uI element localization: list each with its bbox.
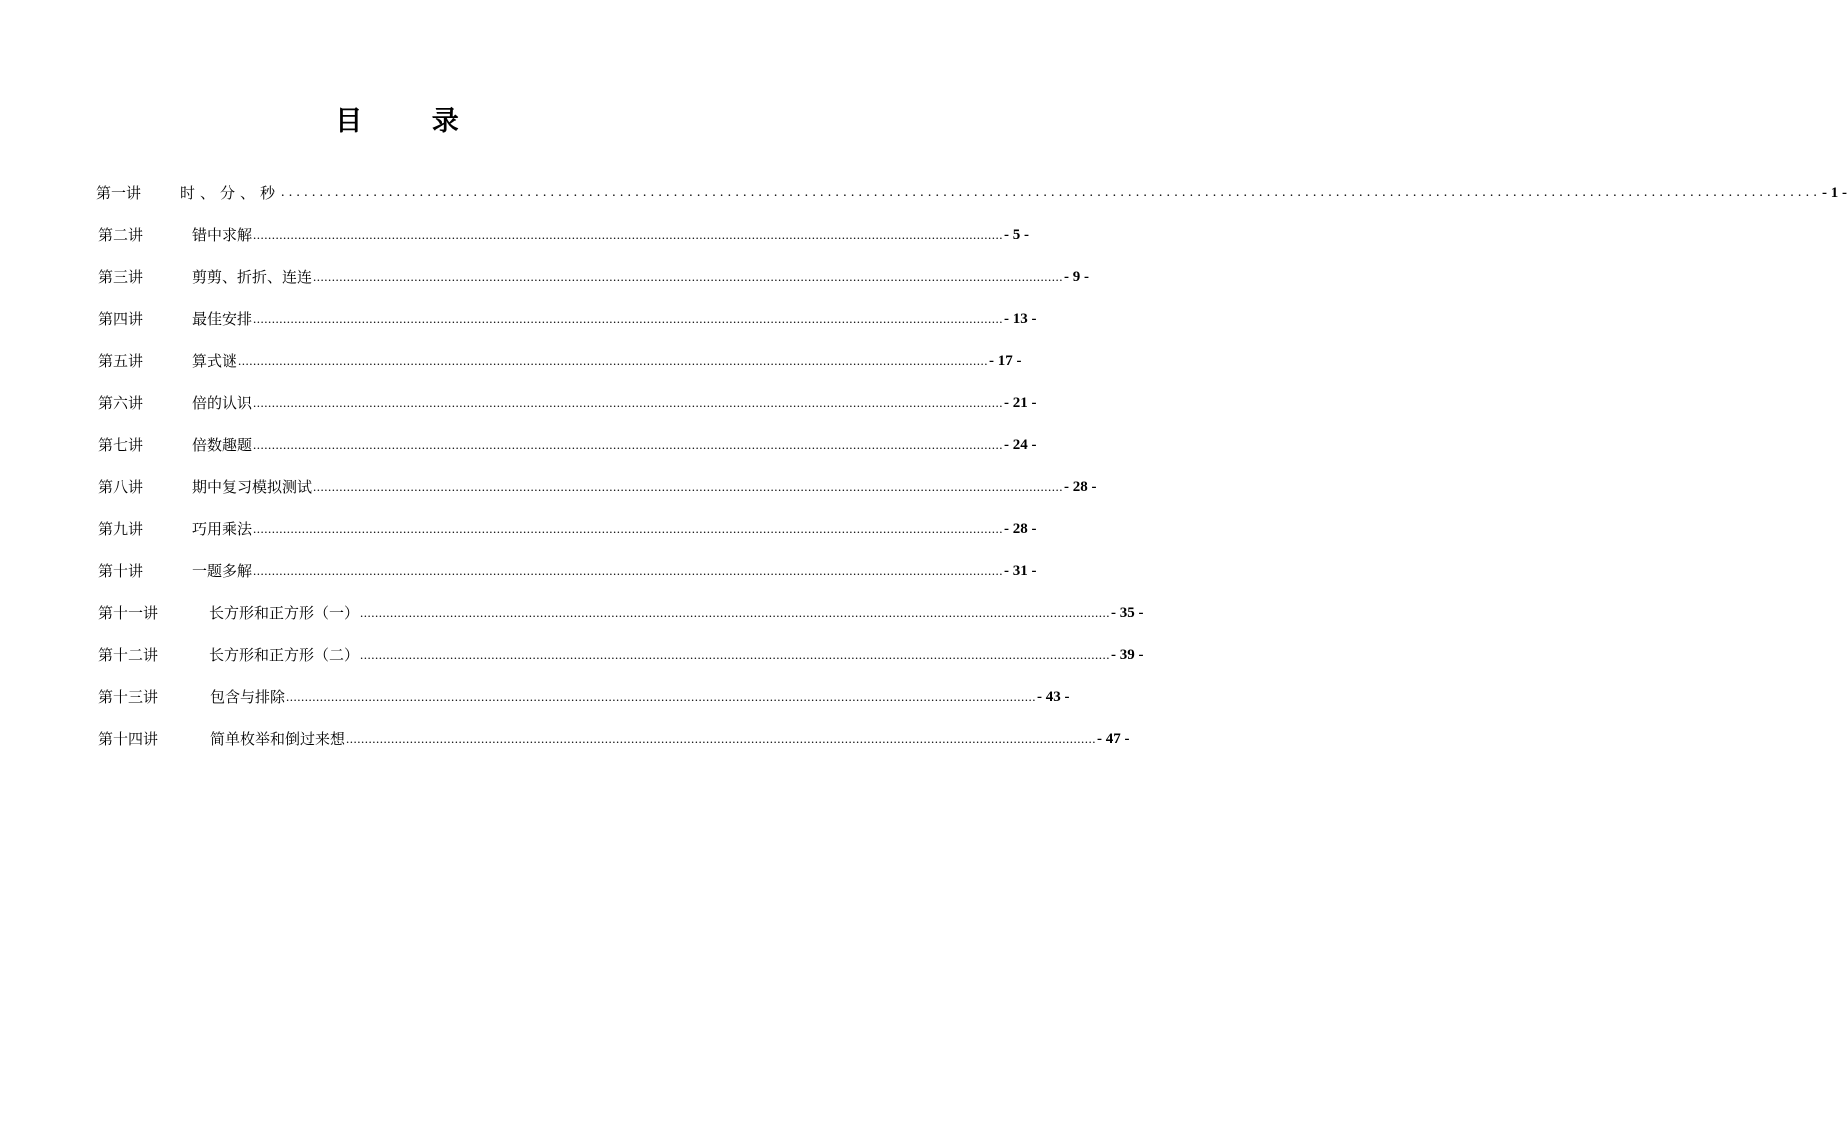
toc-entry[interactable] bbox=[98, 682, 1070, 708]
toc-entry[interactable] bbox=[98, 388, 1037, 414]
toc-leader-dots: ........................................................................................................................................................................................................ bbox=[253, 437, 1004, 452]
toc-leader-dots: ........................................................................................................................................................................................................ bbox=[286, 689, 1037, 704]
toc-entry[interactable] bbox=[98, 430, 1037, 456]
toc-entry-number: 第十二讲 bbox=[98, 646, 159, 664]
toc-leader-dots: ........................................................................................................................................................................................................ bbox=[313, 269, 1064, 284]
toc-entry-page: - 47 - bbox=[1097, 731, 1130, 747]
toc-entry[interactable] bbox=[98, 346, 1022, 372]
toc-entry-page: - 28 - bbox=[1004, 521, 1037, 537]
toc-entry-number: 第十四讲 bbox=[98, 730, 159, 748]
toc-entry-page: - 17 - bbox=[989, 353, 1022, 369]
toc-entry-number: 第一讲 bbox=[96, 184, 142, 202]
toc-entry-page: - 39 - bbox=[1111, 647, 1144, 663]
toc-entry[interactable] bbox=[98, 598, 1144, 624]
toc-entry-number: 第十一讲 bbox=[98, 604, 159, 622]
toc-entry-number: 第八讲 bbox=[98, 478, 144, 496]
toc-entry[interactable] bbox=[96, 178, 1847, 204]
toc-entry-page: - 13 - bbox=[1004, 311, 1037, 327]
toc-entry-number: 第十讲 bbox=[98, 562, 144, 580]
toc-entry-title: 长方形和正方形（一） bbox=[209, 604, 360, 622]
toc-entry-title: 错中求解 bbox=[192, 226, 253, 244]
toc-entry-number: 第七讲 bbox=[98, 436, 144, 454]
toc-entry-page: - 43 - bbox=[1037, 689, 1070, 705]
toc-leader-dots: ........................................................................................................................................................................................................ bbox=[346, 731, 1097, 746]
page-title: 目 录 bbox=[335, 106, 489, 137]
toc-entry-page: - 9 - bbox=[1064, 269, 1090, 285]
toc-leader-dots: ........................................................................................................................................................................................................ bbox=[253, 311, 1004, 326]
toc-entry-title: 一题多解 bbox=[192, 562, 253, 580]
toc-leader-dots: ........................................................................................................................................................................................................ bbox=[253, 227, 1004, 242]
toc-leader-dots: ........................................................................................................................................................................................................ bbox=[253, 563, 1004, 578]
toc-entry[interactable] bbox=[98, 304, 1037, 330]
toc-entry-number: 第四讲 bbox=[98, 310, 144, 328]
toc-leader-dots: ........................................................................................................................................................................................................ bbox=[313, 479, 1064, 494]
toc-entry-title: 倍的认识 bbox=[192, 394, 253, 412]
toc-leader-dots: ........................................................................................................................................................................................................ bbox=[238, 353, 989, 368]
toc-entry[interactable] bbox=[98, 724, 1130, 750]
toc-entry-title: 简单枚举和倒过来想 bbox=[210, 730, 346, 748]
toc-entry-number: 第三讲 bbox=[98, 268, 144, 286]
toc-entry-page: - 28 - bbox=[1064, 479, 1097, 495]
toc-leader-dots: ........................................................................................................................................................................................................ bbox=[253, 521, 1004, 536]
toc-leader-dots: ........................................................................................................................................................................................................ bbox=[360, 647, 1111, 662]
toc-entry-title: 倍数趣题 bbox=[192, 436, 253, 454]
toc-entry-page: - 5 - bbox=[1004, 227, 1030, 243]
toc-entry[interactable] bbox=[98, 220, 1030, 246]
toc-entry-page: - 21 - bbox=[1004, 395, 1037, 411]
toc-leader-dots: ........................................................................................................................................................................................................ bbox=[253, 395, 1004, 410]
toc-entry[interactable] bbox=[98, 472, 1097, 498]
toc-entry-page: - 24 - bbox=[1004, 437, 1037, 453]
toc-entry-number: 第十三讲 bbox=[98, 688, 159, 706]
toc-entry[interactable] bbox=[98, 556, 1037, 582]
toc-entry-title: 包含与排除 bbox=[210, 688, 286, 706]
toc-entry-page: - 35 - bbox=[1111, 605, 1144, 621]
toc-entry-number: 第二讲 bbox=[98, 226, 144, 244]
toc-entry[interactable] bbox=[98, 514, 1037, 540]
toc-entry[interactable] bbox=[98, 262, 1090, 288]
toc-entry-page: - 31 - bbox=[1004, 563, 1037, 579]
toc-entry-number: 第五讲 bbox=[98, 352, 144, 370]
toc-leader-dots: ........................................................................................................................................................................................................ bbox=[360, 605, 1111, 620]
toc-leader-dots: ........................................................................................................................................................................................................ bbox=[281, 185, 1822, 200]
toc-entry-number: 第六讲 bbox=[98, 394, 144, 412]
toc-entry-title: 时、分、秒 bbox=[180, 184, 281, 202]
toc-entry[interactable] bbox=[98, 640, 1144, 666]
toc-entry-title: 期中复习模拟测试 bbox=[192, 478, 313, 496]
toc-entry-title: 剪剪、折折、连连 bbox=[192, 268, 313, 286]
toc-entry-title: 算式谜 bbox=[192, 352, 238, 370]
toc-entry-title: 巧用乘法 bbox=[192, 520, 253, 538]
toc-entry-page: - 1 - bbox=[1822, 185, 1847, 201]
toc-entry-title: 最佳安排 bbox=[192, 310, 253, 328]
toc-entry-title: 长方形和正方形（二） bbox=[209, 646, 360, 664]
toc-entry-number: 第九讲 bbox=[98, 520, 144, 538]
